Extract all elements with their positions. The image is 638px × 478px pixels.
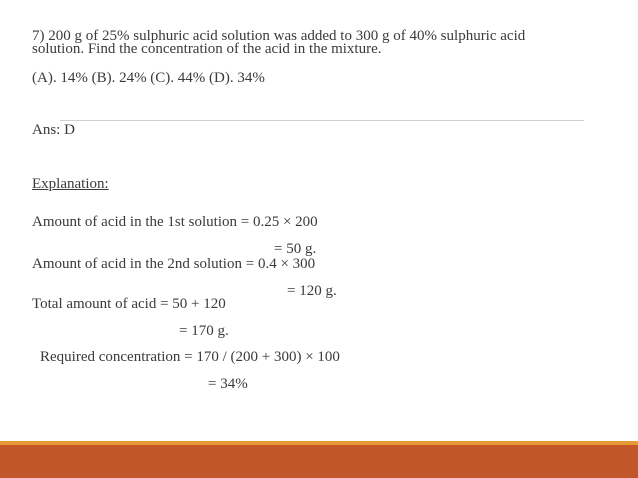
explanation-step-2-result: = 120 g. [287,283,337,299]
explanation-heading: Explanation: [32,176,109,192]
answer-options: (A). 14% (B). 24% (C). 44% (D). 34% [32,70,265,86]
question-line-2: solution. Find the concentration of the acid in the mixture. [32,41,382,57]
explanation-step-3-result: = 170 g. [179,323,229,339]
divider-line [60,120,584,121]
explanation-step-1: Amount of acid in the 1st solution = 0.25 × 200 [32,214,318,230]
footer-bar [0,445,638,478]
explanation-step-4-result: = 34% [208,376,248,392]
explanation-step-2: Amount of acid in the 2nd solution = 0.4 × 300 [32,256,316,272]
explanation-step-1-result: = 50 g. [274,241,317,257]
answer-text: Ans: D [32,122,75,138]
explanation-step-4: Required concentration = 170 / (200 + 300) × 100 [40,349,340,365]
question-line-1: 7) 200 g of 25% sulphuric acid solution was added to 300 g of 40% sulphuric acid [32,28,526,44]
explanation-step-3: Total amount of acid = 50 + 120 [32,296,226,312]
